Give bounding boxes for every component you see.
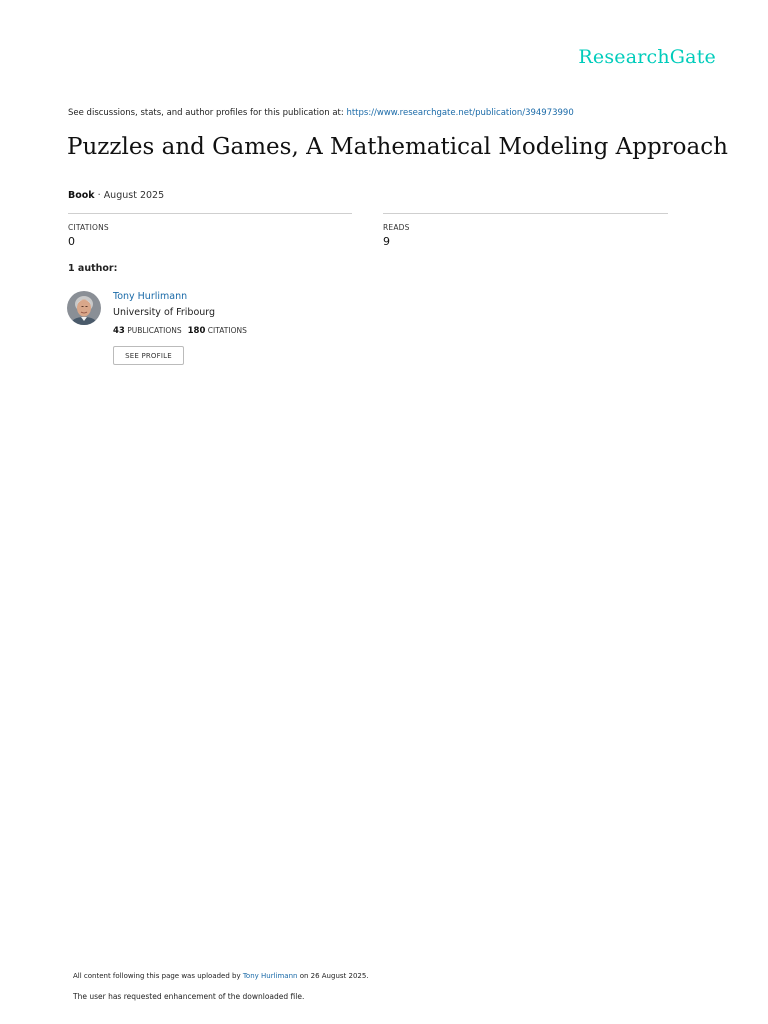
- author-institution: University of Fribourg: [113, 307, 216, 318]
- authors-heading: 1 author:: [68, 263, 118, 274]
- citations-value: 0: [68, 235, 75, 248]
- author-avatar[interactable]: [67, 291, 101, 325]
- author-publications-count: 43: [113, 326, 125, 336]
- reads-label: READS: [383, 223, 410, 232]
- meta-separator: ·: [94, 190, 104, 201]
- citations-stat: [68, 213, 352, 254]
- reads-stat: [383, 213, 668, 254]
- publication-title: Puzzles and Games, A Mathematical Modeling Approach: [67, 134, 728, 160]
- author-stats: [113, 326, 247, 336]
- discussions-line: [68, 108, 574, 118]
- discussions-text: See discussions, stats, and author profiles for this publication at:: [68, 108, 347, 118]
- publication-link[interactable]: https://www.researchgate.net/publication/394973990: [346, 108, 574, 118]
- author-photo-icon: [67, 291, 101, 325]
- see-profile-button[interactable]: SEE PROFILE: [113, 346, 184, 365]
- reads-value: 9: [383, 235, 390, 248]
- researchgate-logo[interactable]: ResearchGate: [578, 46, 716, 68]
- publication-meta: [68, 190, 164, 201]
- author-citations-label: CITATIONS: [207, 326, 247, 335]
- citations-label: CITATIONS: [68, 223, 109, 232]
- publication-date: August 2025: [103, 190, 165, 201]
- uploader-link[interactable]: Tony Hurlimann: [242, 972, 298, 980]
- author-name-link[interactable]: Tony Hurlimann: [113, 291, 188, 302]
- upload-suffix: on 26 August 2025.: [297, 972, 369, 980]
- upload-notice: [73, 972, 369, 980]
- author-citations-count: 180: [187, 326, 206, 336]
- author-publications-label: PUBLICATIONS: [127, 326, 182, 335]
- upload-prefix: All content following this page was uploaded by: [73, 972, 243, 980]
- publication-type: Book: [68, 190, 95, 201]
- enhancement-note: The user has requested enhancement of the downloaded file.: [73, 992, 305, 1001]
